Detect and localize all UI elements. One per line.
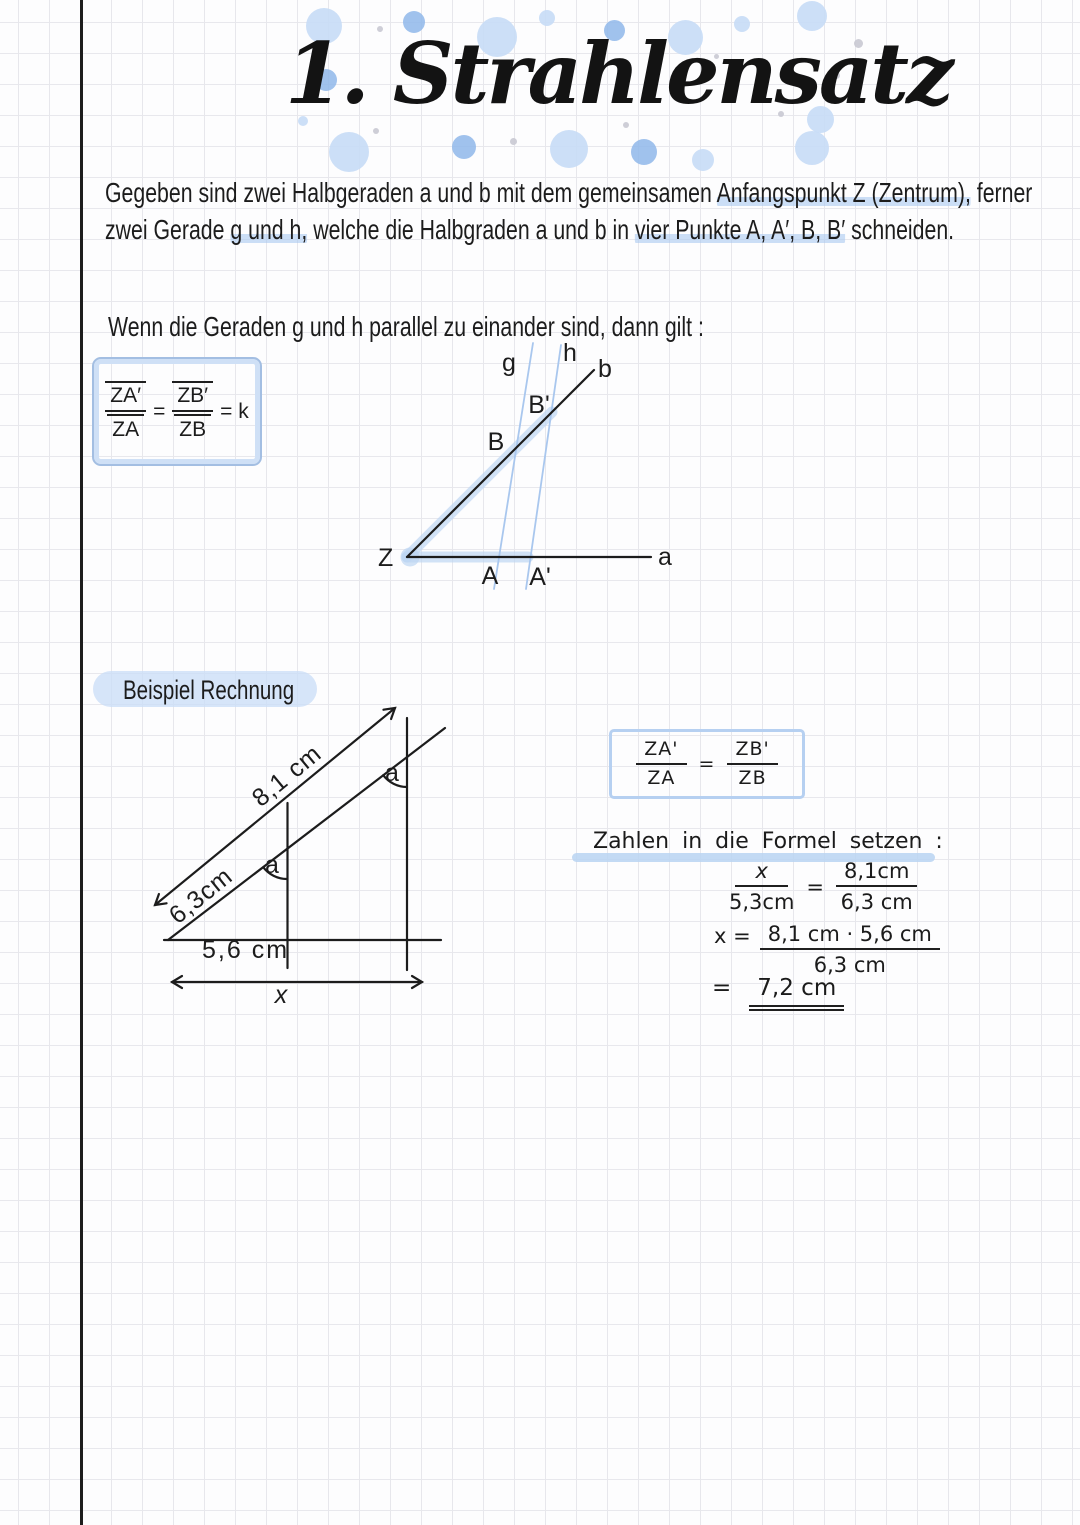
angle-label-2: a	[385, 759, 399, 787]
decor-dot	[329, 132, 369, 172]
label-A: A	[481, 562, 499, 590]
step-heading: Zahlen in die Formel setzen :	[593, 829, 943, 854]
label-B: B	[487, 428, 505, 456]
fraction-zb-example: $\frac{ZB'}{ZB}$	[727, 739, 777, 790]
margin-rule	[80, 0, 83, 1525]
condition-text: Wenn die Geraden g und h parallel zu einander sind, dann gilt :	[108, 311, 704, 342]
fraction-za: $\frac{ZA'}{ZA}$	[105, 381, 146, 442]
label-A-prime: A'	[529, 563, 551, 591]
decor-dot	[795, 131, 829, 165]
label-a: a	[658, 543, 672, 571]
theorem-formula-box	[92, 357, 262, 466]
label-h: h	[563, 339, 577, 367]
result-value: 7,2 cm	[749, 975, 844, 1007]
example-formula-box	[609, 729, 805, 799]
equals-k: = k	[220, 399, 249, 423]
line-h	[526, 345, 561, 589]
fraction-ratio: $\frac{8,1cm}{6,3 cm}$	[836, 859, 917, 914]
fraction-za-example: $\frac{ZA'}{ZA}$	[636, 739, 686, 790]
intro-seg: welche die Halbgraden a und b in	[307, 214, 635, 245]
intro-seg: zwei Gerade	[105, 214, 231, 245]
decor-dot	[550, 130, 588, 168]
base-length-label: 5,6 cm	[202, 936, 290, 964]
fraction-zb: $\frac{ZB'}{ZB}$	[172, 381, 213, 442]
decor-dot	[631, 139, 657, 165]
ray-b	[407, 370, 594, 557]
equals-sign: =	[712, 975, 732, 1001]
length-label-upper: 8,1 cm	[246, 739, 328, 813]
equals-sign: =	[698, 753, 716, 775]
intro-seg: Gegeben sind zwei Halbgeraden a und b mit dem gemeinsamen	[105, 177, 717, 208]
fraction-x: $\frac{x}{5,3cm}$	[729, 859, 795, 915]
example-heading: Beispiel Rechnung	[123, 675, 295, 705]
label-B-prime: B'	[528, 391, 550, 419]
intro-seg: ferner	[970, 177, 1033, 208]
equals-sign: =	[806, 874, 825, 899]
x-label: x	[274, 981, 288, 1009]
solve-fraction: $\frac{8,1 cm \cdot 5,6 cm}{6,3 cm}$	[760, 922, 940, 977]
intro-highlighted-phrase: vier Punkte A, A′, B, B′	[634, 214, 846, 245]
intro-highlighted-phrase: Anfangspunkt Z (Zentrum),	[716, 177, 971, 208]
intro-text	[105, 174, 1063, 248]
intercept-theorem-diagram	[370, 333, 690, 605]
decor-dot	[510, 138, 517, 145]
equals-sign: =	[153, 399, 166, 423]
decor-dot	[692, 149, 714, 171]
substitution-equation	[729, 859, 917, 914]
solve-lhs: x =	[714, 924, 751, 948]
label-z: Z	[378, 544, 394, 572]
label-b: b	[598, 355, 612, 383]
decor-dot	[452, 135, 476, 159]
solve-equation	[714, 922, 940, 977]
length-label-lower: 6,3cm	[163, 861, 239, 930]
intro-seg: schneiden.	[845, 214, 955, 245]
label-g: g	[502, 349, 516, 377]
example-diagram	[140, 692, 485, 1017]
angle-label-1: a	[265, 851, 279, 879]
result-line	[712, 975, 844, 1007]
page-title: 1. Strahlensatz	[285, 24, 951, 123]
intro-highlighted-phrase: g und h,	[230, 214, 308, 245]
